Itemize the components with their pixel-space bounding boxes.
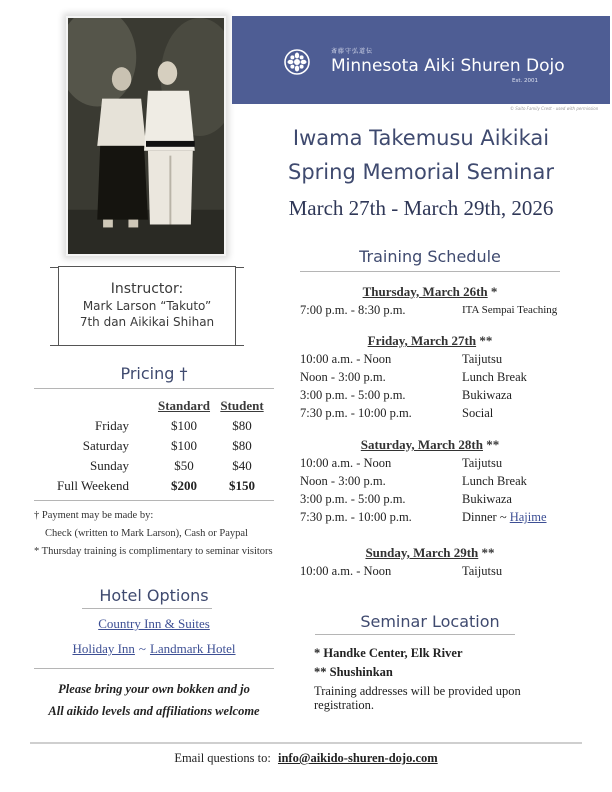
hotel-separator: ~ (138, 641, 146, 656)
instructor-label: Instructor: (110, 281, 184, 297)
price-standard: $100 (171, 418, 197, 433)
location-divider (315, 634, 515, 635)
day-mark: ** (478, 545, 495, 560)
hotel-link-landmark[interactable]: Landmark Hotel (149, 641, 236, 656)
thursday-note: * Thursday training is complimentary to seminar visitors (34, 546, 273, 557)
schedule-row (300, 388, 580, 404)
pricing-table (34, 398, 274, 498)
schedule-time: 7:00 p.m. - 8:30 p.m. (300, 303, 406, 317)
event-dates: March 27th - March 29th, 2026 (288, 196, 554, 220)
schedule-time: Noon - 3:00 p.m. (300, 370, 386, 384)
bokken-reminder: Please bring your own bokken and jo (58, 682, 250, 696)
schedule-activity: Lunch Break (462, 370, 527, 384)
day-heading-sunday (300, 545, 560, 561)
schedule-time: Noon - 3:00 p.m. (300, 474, 386, 488)
dojo-established: Est. 2001 (512, 78, 538, 84)
dojo-banner (232, 16, 610, 104)
price-day: Full Weekend (56, 478, 129, 493)
schedule-time: 3:00 p.m. - 5:00 p.m. (300, 492, 406, 506)
schedule-time: 7:30 p.m. - 10:00 p.m. (300, 510, 412, 524)
box-stroke (236, 267, 244, 268)
instructor-rank: 7th dan Aikikai Shihan (79, 315, 215, 329)
schedule-time: 3:00 p.m. - 5:00 p.m. (300, 388, 406, 402)
schedule-row (300, 510, 580, 526)
pricing-heading: Pricing † (120, 364, 188, 383)
box-stroke (50, 345, 58, 346)
instructor-name: Mark Larson “Takuto” (82, 299, 212, 313)
location-1: * Handke Center, Elk River (314, 646, 463, 660)
schedule-row (300, 492, 580, 508)
schedule-time: 10:00 a.m. - Noon (300, 456, 392, 470)
schedule-divider (300, 271, 560, 272)
price-day: Friday (95, 418, 129, 433)
price-student: $80 (232, 438, 252, 453)
schedule-activity: Social (462, 406, 494, 420)
schedule-heading: Training Schedule (359, 247, 501, 266)
day-label: Sunday, March 29th (365, 545, 479, 560)
schedule-time: 10:00 a.m. - Noon (300, 564, 392, 578)
schedule-time: 10:00 a.m. - Noon (300, 352, 392, 366)
schedule-activity: Taijutsu (462, 564, 503, 578)
schedule-activity: Lunch Break (462, 474, 527, 488)
pricing-header-row (34, 398, 274, 418)
box-stroke (50, 267, 58, 268)
schedule-activity: Bukiwaza (462, 492, 512, 506)
schedule-row (300, 474, 580, 490)
email-link[interactable]: info@aikido-shuren-dojo.com (277, 751, 438, 765)
day-label: Saturday, March 28th (360, 437, 483, 452)
hotel-row-2 (34, 640, 274, 658)
dojo-crest-icon (284, 49, 310, 75)
day-label: Thursday, March 26th (362, 284, 488, 299)
schedule-activity (462, 510, 547, 525)
table-row (34, 438, 274, 458)
hotel-divider (82, 608, 212, 609)
photo-credit: © Saito Family Crest - used with permission (510, 106, 599, 111)
schedule-activity: Taijutsu (462, 456, 503, 470)
day-mark: ** (482, 437, 500, 452)
event-title: Spring Memorial Seminar (288, 160, 554, 184)
hotel-link-holiday-inn[interactable]: Holiday Inn (72, 641, 135, 656)
table-row (34, 418, 274, 438)
day-label: Friday, March 27th (367, 333, 477, 348)
pricing-bottom-divider (34, 500, 274, 501)
price-day: Saturday (82, 438, 129, 453)
table-row (34, 458, 274, 478)
dojo-name: Minnesota Aiki Shuren Dojo (331, 56, 565, 76)
student-header: Student (220, 398, 264, 413)
schedule-row (300, 303, 580, 319)
hotel-heading: Hotel Options (99, 586, 209, 605)
price-student: $150 (229, 478, 255, 493)
price-student: $40 (232, 458, 252, 473)
table-row (34, 478, 274, 498)
schedule-activity: Taijutsu (462, 352, 503, 366)
schedule-row (300, 564, 580, 580)
schedule-row (300, 456, 580, 472)
day-heading-friday (300, 333, 560, 349)
box-stroke (236, 345, 244, 346)
pricing-divider (34, 388, 274, 389)
schedule-activity: Bukiwaza (462, 388, 512, 402)
price-standard: $50 (174, 458, 194, 473)
day-mark: * (487, 284, 498, 299)
price-day: Sunday (90, 458, 129, 473)
schedule-row (300, 406, 580, 422)
price-student: $80 (232, 418, 252, 433)
instructor-box (58, 266, 236, 346)
event-org-title: Iwama Takemusu Aikikai (292, 126, 550, 150)
hotel-bottom-divider (34, 668, 274, 669)
day-heading-thursday (300, 284, 560, 300)
hotel-row-1 (34, 615, 274, 633)
location-note: Training addresses will be provided upon registration. (314, 684, 521, 712)
schedule-time: 7:30 p.m. - 10:00 p.m. (300, 406, 412, 420)
price-standard: $100 (171, 438, 197, 453)
payment-methods: Check (written to Mark Larson), Cash or Paypal (45, 528, 248, 539)
footer (0, 751, 612, 766)
hotel-link-country-inn[interactable]: Country Inn & Suites (98, 616, 210, 631)
banner-kanji: 斎藤守弘道伝 (331, 49, 374, 55)
activity-text: Dinner ~ (462, 510, 510, 524)
payment-note: † Payment may be made by: (34, 510, 154, 521)
hajime-link[interactable]: Hajime (509, 510, 547, 524)
standard-header: Standard (157, 398, 211, 413)
levels-welcome: All aikido levels and affiliations welcome (48, 704, 260, 718)
price-standard: $200 (171, 478, 197, 493)
schedule-row (300, 370, 580, 386)
day-heading-saturday (300, 437, 560, 453)
footer-divider (30, 742, 582, 744)
schedule-row (300, 352, 580, 368)
footer-label: Email questions to: (174, 751, 271, 765)
instructor-photo (66, 16, 226, 256)
location-heading: Seminar Location (360, 612, 500, 631)
schedule-activity: ITA Sempai Teaching (462, 304, 558, 316)
day-mark: ** (476, 333, 493, 348)
location-2: ** Shushinkan (314, 665, 393, 679)
